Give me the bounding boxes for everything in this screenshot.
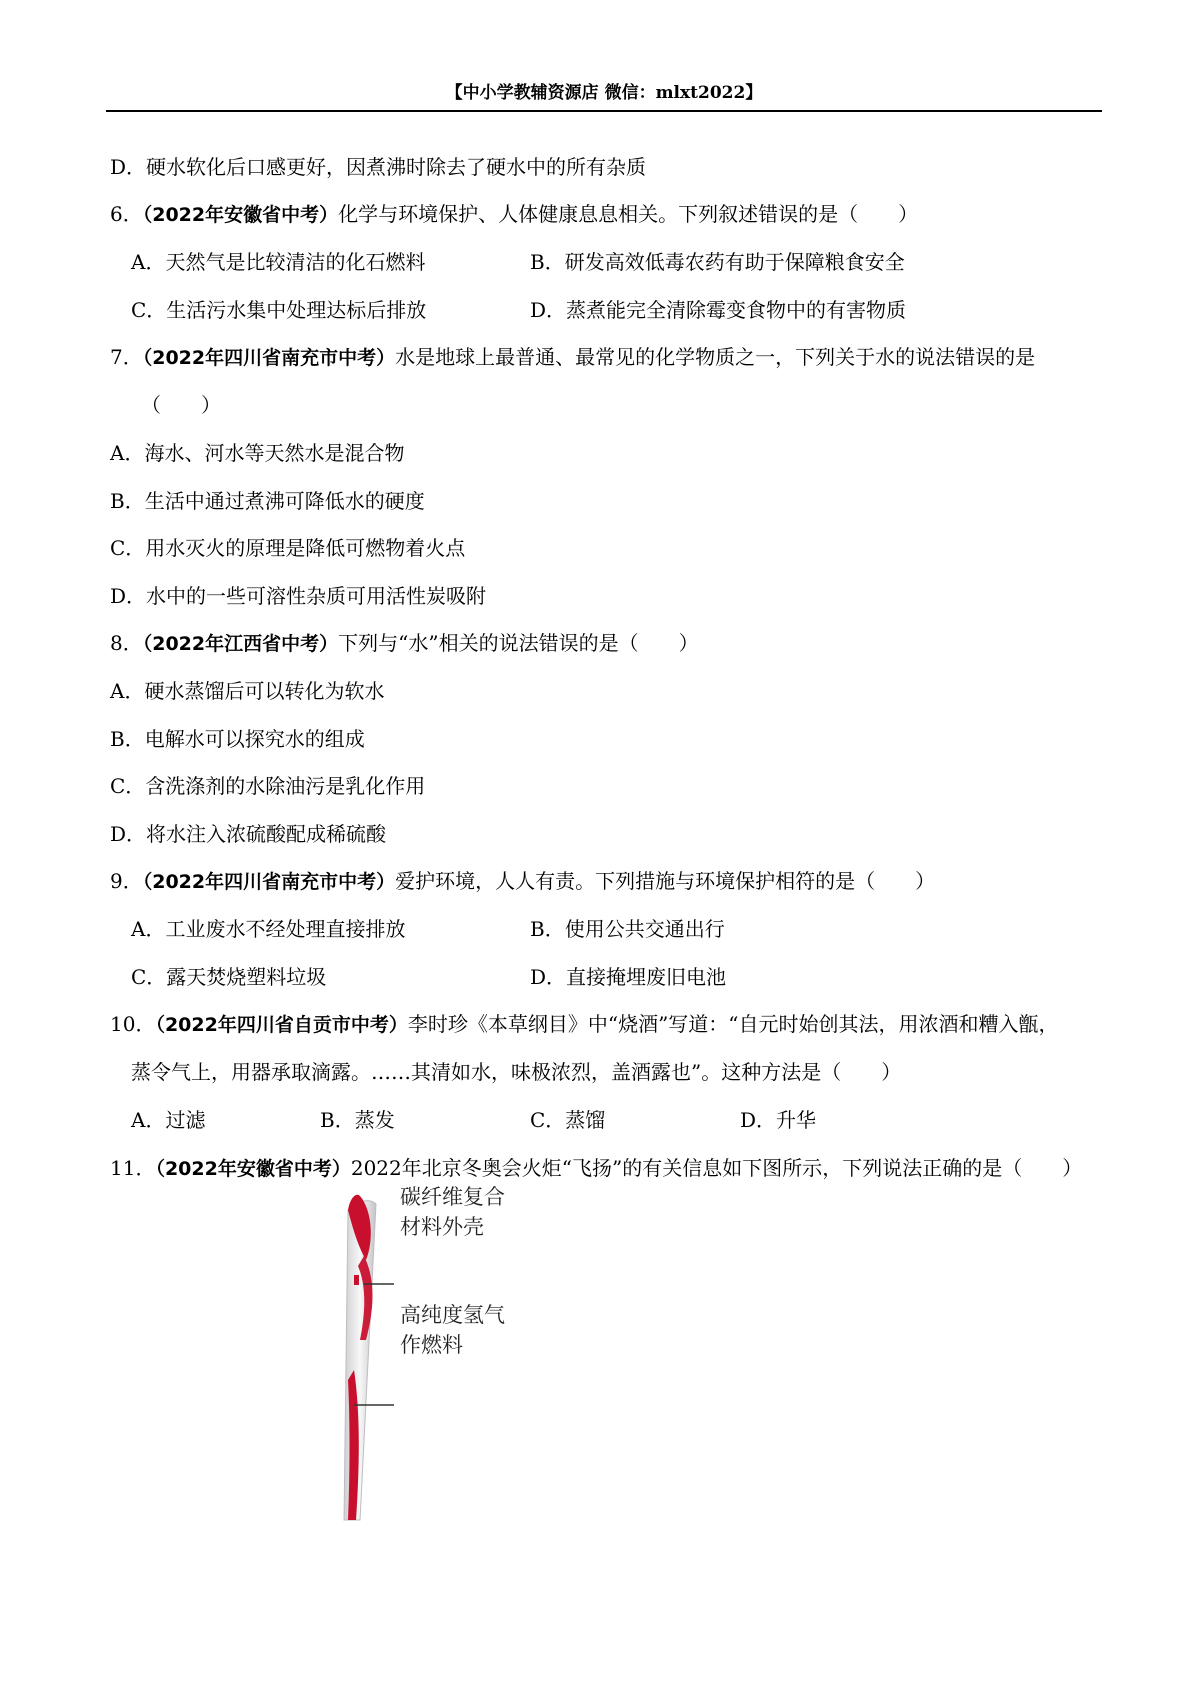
- question-number: 11．: [110, 1156, 156, 1180]
- question-stem: 水是地球上最普通、最常见的化学物质之一，下列关于水的说法错误的是: [395, 345, 1036, 369]
- question-10-stem-continued: 蒸令气上，用器承取滴露。……其清如水，味极浓烈，盖酒露也”。这种方法是（ ）: [131, 1060, 902, 1084]
- q8-option-a: A．硬水蒸馏后可以转化为软水: [110, 679, 385, 703]
- question-number: 9．: [110, 869, 143, 893]
- q7-option-c: C．用水灭火的原理是降低可燃物着火点: [110, 536, 466, 560]
- question-stem: 2022年北京冬奥会火炬“飞扬”的有关信息如下图所示，下列说法正确的是（ ）: [350, 1156, 1083, 1180]
- question-source: （2022年四川省南充市中考）: [142, 871, 396, 893]
- q6-option-c: C．生活污水集中处理达标后排放: [131, 298, 427, 322]
- question-source: （2022年安徽省中考）: [155, 1158, 351, 1180]
- question-stem: 化学与环境保护、人体健康息息相关。下列叙述错误的是（ ）: [338, 202, 919, 226]
- label-shell-line1: 碳纤维复合: [400, 1185, 505, 1209]
- q8-option-b: B．电解水可以探究水的组成: [110, 727, 365, 751]
- q5-option-d: D．硬水软化后口感更好，因煮沸时除去了硬水中的所有杂质: [110, 155, 647, 179]
- question-stem: 爱护环境，人人有责。下列措施与环境保护相符的是（ ）: [395, 869, 936, 893]
- question-6: [110, 200, 918, 229]
- q7-option-b: B．生活中通过煮沸可降低水的硬度: [110, 489, 425, 513]
- header-rule: [106, 110, 1102, 112]
- q8-option-d: D．将水注入浓硫酸配成稀硫酸: [110, 822, 387, 846]
- q9-option-c: C．露天焚烧塑料垃圾: [131, 965, 327, 989]
- label-fuel-line1: 高纯度氢气: [400, 1303, 505, 1327]
- q6-option-a: A．天然气是比较清洁的化石燃料: [131, 250, 426, 274]
- q8-option-c: C．含洗涤剂的水除油污是乳化作用: [110, 774, 426, 798]
- question-stem: 李时珍《本草纲目》中“烧酒”写道：“自元时始创其法，用浓酒和糟入甑，: [407, 1012, 1059, 1036]
- question-number: 6．: [110, 202, 143, 226]
- question-source: （2022年江西省中考）: [142, 633, 339, 655]
- q10-option-a: A．过滤: [131, 1108, 206, 1132]
- q6-option-b: B．研发高效低毒农药有助于保障粮食安全: [530, 250, 905, 274]
- q7-option-d: D．水中的一些可溶性杂质可用活性炭吸附: [110, 584, 487, 608]
- q10-option-b: B．蒸发: [320, 1108, 395, 1132]
- torch-figure: [320, 1185, 560, 1530]
- label-shell-line2: 材料外壳: [400, 1215, 484, 1239]
- question-stem: 下列与“水”相关的说法错误的是（ ）: [338, 631, 699, 655]
- question-8: [110, 629, 699, 658]
- q9-option-b: B．使用公共交通出行: [530, 917, 725, 941]
- q9-option-a: A．工业废水不经处理直接排放: [131, 917, 406, 941]
- question-source: （2022年四川省自贡市中考）: [155, 1014, 408, 1036]
- q7-option-a: A．海水、河水等天然水是混合物: [110, 441, 405, 465]
- q6-option-d: D．蒸煮能完全清除霉变食物中的有害物质: [530, 298, 907, 322]
- q10-option-c: C．蒸馏: [530, 1108, 606, 1132]
- question-9: [110, 867, 935, 896]
- label-fuel-line2: 作燃料: [400, 1333, 463, 1357]
- question-source: （2022年安徽省中考）: [142, 204, 339, 226]
- question-11: [110, 1154, 1082, 1183]
- question-number: 7．: [110, 345, 143, 369]
- question-number: 8．: [110, 631, 143, 655]
- torch-body: [344, 1201, 376, 1520]
- question-source: （2022年四川省南充市中考）: [142, 347, 396, 369]
- q9-option-d: D．直接掩埋废旧电池: [530, 965, 727, 989]
- q7-answer-blank: （ ）: [141, 393, 221, 417]
- question-number: 10．: [110, 1012, 156, 1036]
- question-10: [110, 1010, 1059, 1039]
- q10-option-d: D．升华: [740, 1108, 817, 1132]
- question-7: [110, 343, 1035, 372]
- torch-emblem: [354, 1275, 359, 1285]
- page-header: 【中小学教辅资源店 微信：mlxt2022】: [445, 83, 763, 103]
